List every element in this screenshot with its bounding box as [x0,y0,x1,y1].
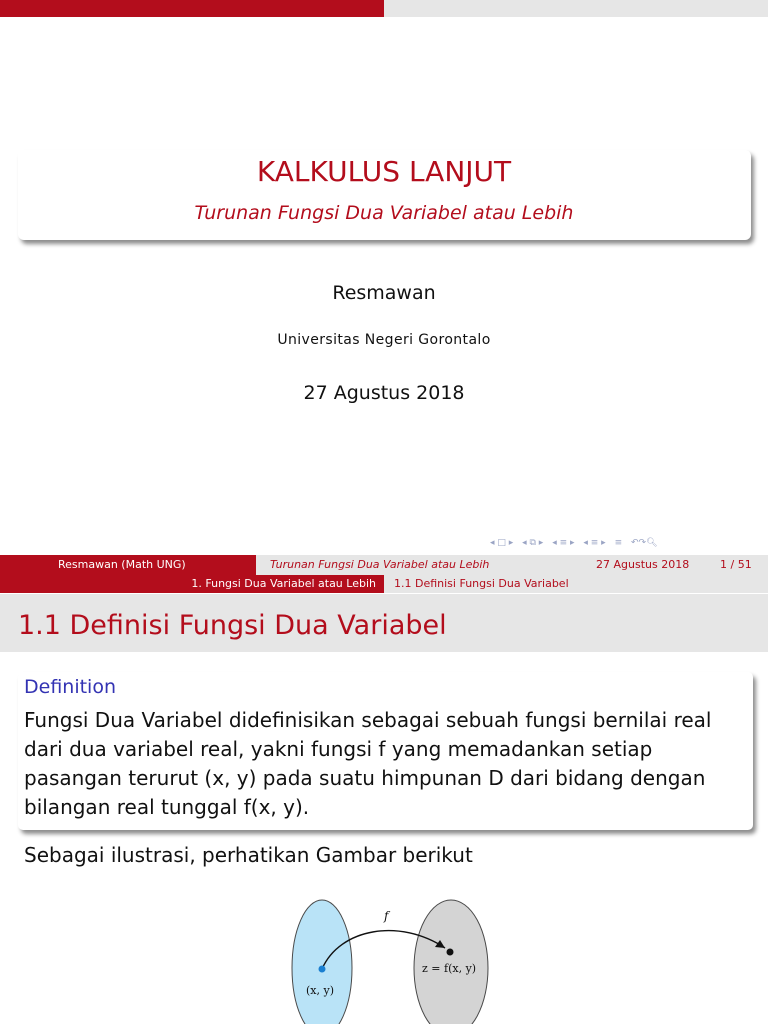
beamer-navigation-bar [490,538,768,552]
function-mapping-figure [280,898,500,1024]
institute-name: Universitas Negeri Gorontalo [277,332,491,348]
definition-heading: Definition [24,676,117,698]
nav-subsection-icon[interactable]: ◂ ≡ ▸ [552,538,575,548]
footer-author: Resmawan (Math UNG) [0,555,256,575]
range-point-label: z = f(x, y) [422,962,477,975]
domain-point-label: (x, y) [306,984,334,997]
range-point [447,949,454,956]
nav-search-icon[interactable]: ↶↷🔍︎ [631,538,658,548]
footer-date-page [512,555,768,575]
nav-align-icon[interactable]: ≡ [614,538,623,548]
footer-page-number: 1 / 51 [720,558,752,571]
domain-set-ellipse [292,900,352,1024]
arrow-label: f [384,909,389,923]
footer-bar [0,555,768,575]
nav-section-icon[interactable]: ◂ ≡ ▸ [583,538,606,548]
section-navigation-bar [0,575,768,593]
top-header-bar [0,0,768,17]
author-name: Resmawan [332,282,436,304]
subsection-link[interactable]: 1.1 Definisi Fungsi Dua Variabel [384,575,768,593]
presentation-date: 27 Agustus 2018 [303,382,465,404]
frame-title: 1.1 Definisi Fungsi Dua Variabel [18,610,447,641]
domain-point [319,966,326,973]
illustration-text: Sebagai ilustrasi, perhatikan Gambar berikut [24,843,473,867]
footer-short-title: Turunan Fungsi Dua Variabel atau Lebih [256,555,512,575]
section-link[interactable]: 1. Fungsi Dua Variabel atau Lebih [0,575,384,593]
top-header-accent [0,0,384,17]
footer-date: 27 Agustus 2018 [596,558,690,571]
nav-frame-icon[interactable]: ◂ ⧉ ▸ [522,538,544,548]
nav-prev-icon[interactable]: ◂ □ ▸ [490,538,514,548]
definition-text: Fungsi Dua Variabel didefinisikan sebagai sebuah fungsi bernilai real dari dua variabel real, yakni fungsi f yang memadankan setiap pasangan terurut (x, y) pada suatu himpunan D dari bidang dengan bilangan real tunggal f(x, y). [24,708,712,819]
top-header-grey [384,0,768,17]
presentation-subtitle: Turunan Fungsi Dua Variabel atau Lebih [194,202,574,224]
presentation-title: KALKULUS LANJUT [256,155,512,188]
